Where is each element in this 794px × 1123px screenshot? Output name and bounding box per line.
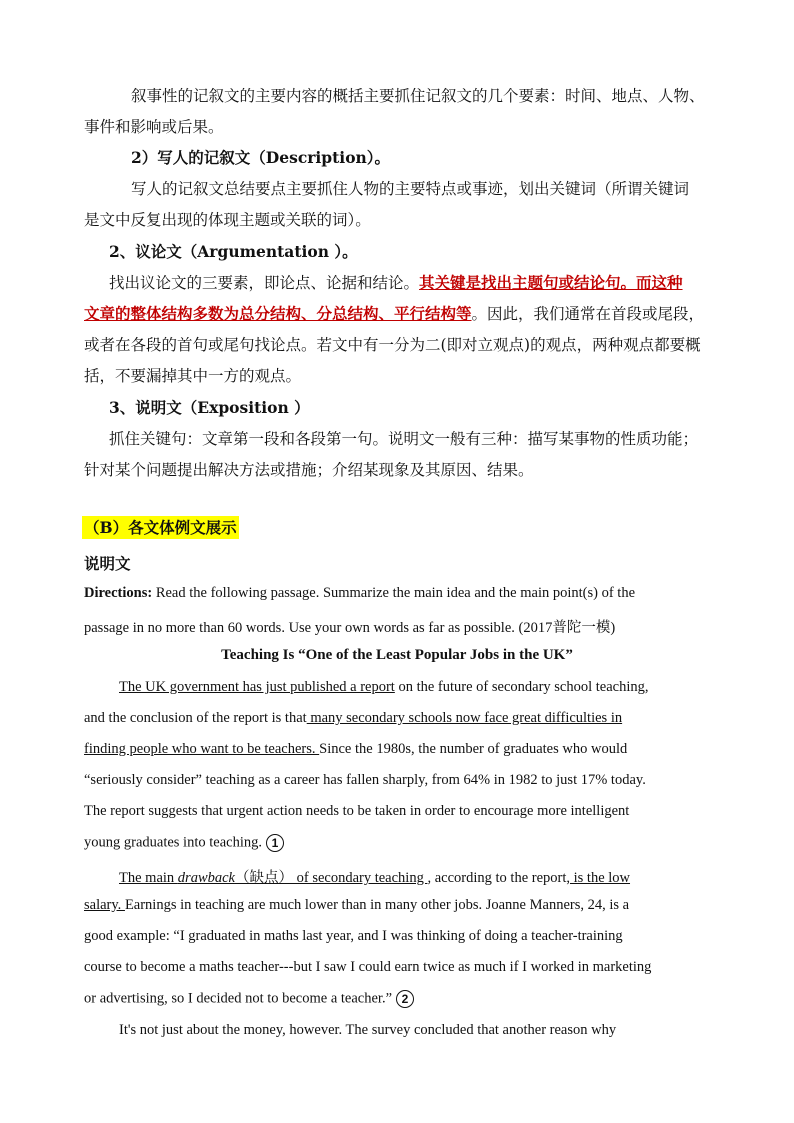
para1-underline-3: finding people who want to be teachers. <box>84 741 320 757</box>
para2-underline-1a: The main <box>119 870 178 886</box>
para2-line-1 <box>119 866 630 887</box>
argumentation-key-1: 其关键是找出主题句或结论句。而这种 <box>419 273 683 292</box>
para2-underline-1b: （缺点） of secondary teaching <box>234 870 428 886</box>
argumentation-plain-2: 。因此，我们通常在首段或尾段， <box>471 305 705 323</box>
para2-text-2: Earnings in teaching are much lower than in many other jobs. Joanne Manners, 24, is a <box>124 897 630 913</box>
para2-italic-drawback: drawback <box>177 870 235 886</box>
narrative-text-line-1: 叙事性的记叙文的主要内容的概括主要抓住记叙文的几个要素：时间、地点、人物、 <box>131 87 705 105</box>
exposition-text-line-1: 抓住关键句：文章第一段和各段第一句。说明文一般有三种：描写某事物的性质功能； <box>109 430 699 448</box>
para2-line-5 <box>84 990 414 1008</box>
description-text-line-1: 写人的记叙文总结要点主要抓住人物的主要特点或事迹，划出关键词（所谓关键词 <box>131 180 690 198</box>
para2-text-5: or advertising, so I decided not to become a teacher.” <box>84 990 393 1007</box>
section-b-highlight: （B）各文体例文展示 <box>84 518 237 537</box>
para1-text-2: and the conclusion of the report is that <box>84 710 307 726</box>
directions-line-1 <box>84 585 635 602</box>
argumentation-text-line-1 <box>109 271 683 293</box>
article-title: Teaching Is “One of the Least Popular Jobs in the UK” <box>221 647 573 663</box>
directions-line-2: passage in no more than 60 words. Use your own words as far as possible. (2017普陀一模) <box>84 620 616 636</box>
para2-underline-2: salary. <box>84 897 125 913</box>
para1-line-3 <box>84 741 627 758</box>
argumentation-text-line-2 <box>84 302 704 324</box>
directions-label: Directions: <box>84 585 153 601</box>
narrative-text-line-2: 事件和影响或后果。 <box>84 118 224 136</box>
exposition-text-line-2: 针对某个问题提出解决方法或措施；介绍某现象及其原因、结果。 <box>84 461 534 479</box>
para3-line-1: It's not just about the money, however. The survey concluded that another reason why <box>119 1022 617 1038</box>
heading-description: 2）写人的记叙文（Description）。 <box>131 148 391 167</box>
para2-text-1: , according to the report, <box>427 870 570 886</box>
argumentation-text-line-3: 或者在各段的首句或尾句找论点。若文中有一分为二(即对立观点)的观点，两种观点都要概 <box>84 336 701 354</box>
para2-line-4: course to become a maths teacher---but I saw I could earn twice as much if I worked in marketing <box>84 959 652 975</box>
circled-number-2: 2 <box>396 990 414 1008</box>
para1-line-6 <box>84 834 284 852</box>
para1-text-3: Since the 1980s, the number of graduates who would <box>319 741 628 757</box>
para2-underline-1c: is the low <box>570 870 631 886</box>
argumentation-text-line-4: 括，不要漏掉其中一方的观点。 <box>84 367 302 385</box>
argumentation-key-2: 文章的整体结构多数为总分结构、分总结构、平行结构等 <box>84 304 472 323</box>
heading-exposition: 3、说明文（Exposition ） <box>109 398 310 417</box>
para1-underline-1: The UK government has just published a report <box>119 679 395 695</box>
argumentation-plain-1: 找出议论文的三要素，即论点、论据和结论。 <box>109 274 420 292</box>
para2-line-2 <box>84 897 629 914</box>
para1-line-1 <box>119 679 649 696</box>
heading-argumentation: 2、议论文（Argumentation ）。 <box>109 242 358 261</box>
para1-line-2 <box>84 710 622 727</box>
para1-line-5: The report suggests that urgent action needs to be taken in order to encourage more intelligent <box>84 803 630 819</box>
directions-text-1: Read the following passage. Summarize the main idea and the main point(s) of the <box>152 585 636 601</box>
section-b-heading <box>82 516 239 538</box>
para1-line-4: “seriously consider” teaching as a career has fallen sharply, from 64% in 1982 to just 17% today. <box>84 772 646 788</box>
para1-text-1: on the future of secondary school teaching, <box>394 679 649 695</box>
para1-underline-2: many secondary schools now face great difficulties in <box>306 710 623 726</box>
para2-line-3: good example: “I graduated in maths last year, and I was thinking of doing a teacher-training <box>84 928 623 944</box>
para1-text-6: young graduates into teaching. <box>84 834 262 851</box>
genre-label: 说明文 <box>84 554 131 573</box>
description-text-line-2: 是文中反复出现的体现主题或关联的词）。 <box>84 211 371 229</box>
circled-number-1: 1 <box>266 834 284 852</box>
